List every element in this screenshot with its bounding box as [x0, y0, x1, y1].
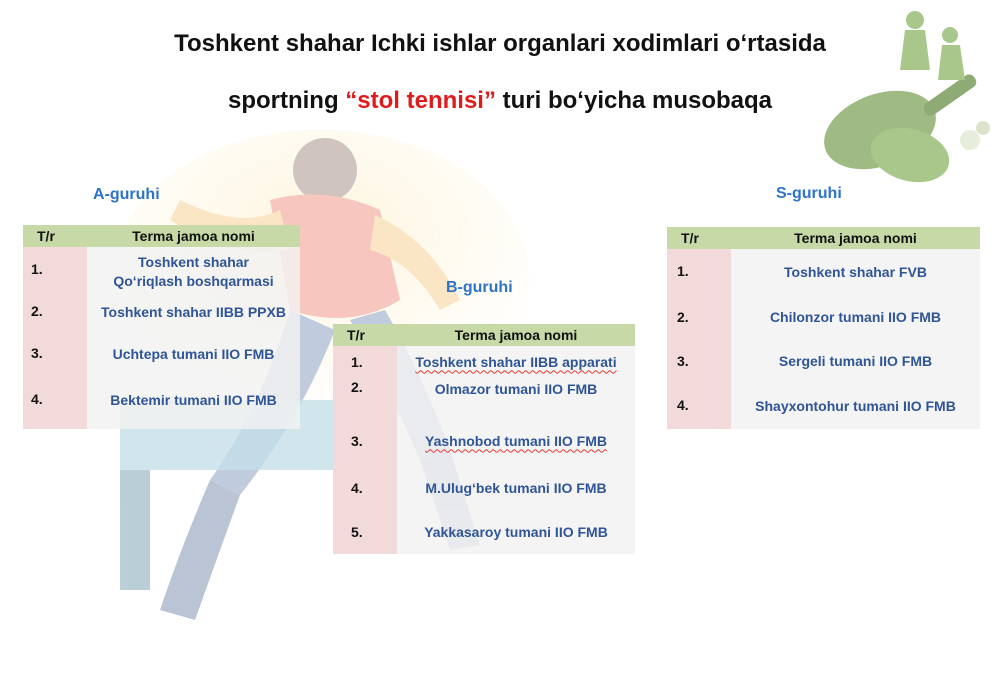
row-number: 2. [667, 295, 731, 339]
row-number: 1. [667, 249, 731, 295]
group-a-title: A-guruhi [93, 186, 160, 203]
table-row [333, 346, 635, 378]
table-header-row [333, 324, 635, 346]
table-row [23, 381, 300, 429]
page-title-line-1: Toshkent shahar Ichki ishlar organlari xodimlari o‘rtasida [174, 30, 826, 57]
row-team-name: Yakkasaroy tumani IIO FMB [397, 510, 635, 554]
table-row [23, 337, 300, 381]
table-row [667, 383, 980, 429]
row-number: 4. [333, 466, 397, 510]
title-highlight-sport: “stol tennisi” [345, 87, 496, 114]
row-number: 4. [667, 383, 731, 429]
title-line2-suffix: turi bo‘yicha musobaqa [495, 87, 773, 114]
row-number: 2. [23, 297, 87, 337]
group-b-title: B-guruhi [446, 279, 513, 296]
row-number: 1. [23, 247, 87, 297]
header-number: T/r [23, 225, 87, 247]
group-a-table [23, 225, 300, 429]
header-team-name: Terma jamoa nomi [87, 225, 300, 247]
table-row [333, 416, 635, 466]
table-row [333, 510, 635, 554]
row-team-name: M.Ulug‘bek tumani IIO FMB [397, 466, 635, 510]
row-team-name: Toshkent shahar FVB [731, 249, 980, 295]
table-row [667, 339, 980, 383]
title-line2-prefix: sportning [227, 87, 346, 114]
header-number: T/r [667, 227, 731, 249]
page-title-line-2 [0, 87, 1000, 115]
group-s-table [667, 227, 980, 429]
team-name-text: Sergeli tumani IIO FMB [778, 352, 933, 369]
group-s-title: S-guruhi [776, 185, 842, 202]
team-name-line1: Toshkent shahar [138, 254, 249, 271]
team-name-text: Toshkent shahar IIBB apparati [415, 353, 617, 370]
table-row [667, 249, 980, 295]
row-team-name [397, 346, 635, 378]
row-number: 5. [333, 510, 397, 554]
table-row [23, 247, 300, 297]
team-name-text: Shayxontohur tumani IIO FMB [755, 397, 956, 414]
row-team-name: Olmazor tumani IIO FMB [397, 378, 635, 416]
table-row [333, 378, 635, 416]
team-name-text: Yashnobod tumani IIO FMB [425, 432, 607, 449]
row-number: 3. [667, 339, 731, 383]
row-number: 3. [23, 337, 87, 381]
row-number: 4. [23, 381, 87, 429]
row-team-name: Uchtepa tumani IIO FMB [87, 337, 300, 381]
team-name-line2: Qo‘riqlash boshqarmasi [113, 273, 274, 289]
row-team-name [397, 416, 635, 466]
table-header-row [23, 225, 300, 247]
row-team-name [731, 339, 980, 383]
header-number: T/r [333, 324, 397, 346]
header-team-name: Terma jamoa nomi [731, 227, 980, 249]
row-team-name [87, 247, 300, 297]
table-header-row [667, 227, 980, 249]
header-team-name: Terma jamoa nomi [397, 324, 635, 346]
row-number: 2. [333, 378, 397, 416]
row-number: 3. [333, 416, 397, 466]
row-team-name [731, 295, 980, 339]
team-name-text: Chilonzor tumani IIO FMB [769, 308, 942, 325]
row-team-name: Toshkent shahar IIBB PPXB [87, 297, 300, 337]
table-row [333, 466, 635, 510]
row-team-name: Bektemir tumani IIO FMB [87, 381, 300, 429]
table-row [667, 295, 980, 339]
row-team-name [731, 383, 980, 429]
row-number: 1. [333, 346, 397, 378]
table-row [23, 297, 300, 337]
group-b-table [333, 324, 635, 554]
